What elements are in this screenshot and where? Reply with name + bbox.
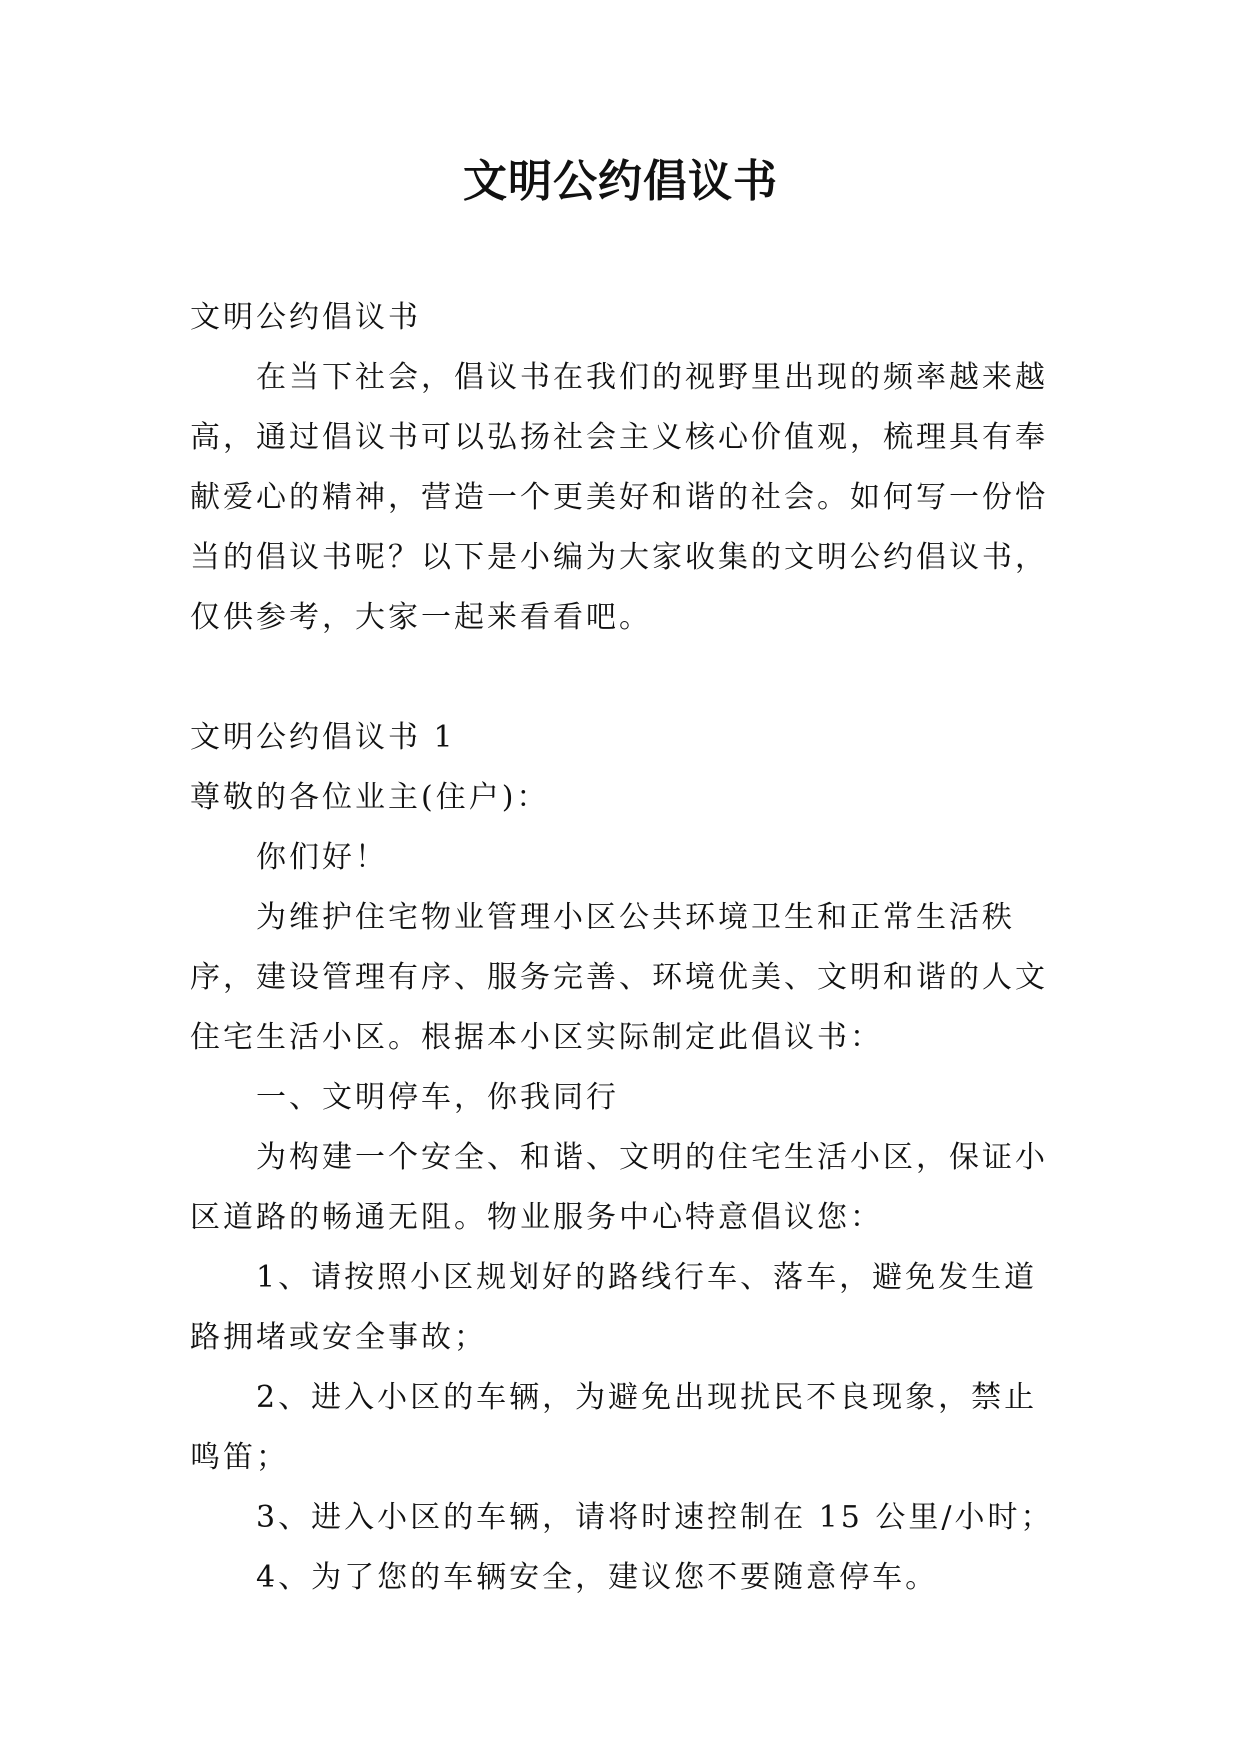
- document-body: [190, 288, 1060, 1608]
- intro-paragraph: 在当下社会，倡议书在我们的视野里出现的频率越来越高，通过倡议书可以弘扬社会主义核心价值观，梳理具有奉献爱心的精神，营造一个更美好和谐的社会。如何写一份恰当的倡议书呢？以下是小编为大家收集的文明公约倡议书，仅供参考，大家一起来看看吧。: [190, 360, 1048, 635]
- list-item: 2、进入小区的车辆，为避免出现扰民不良现象，禁止鸣笛；: [190, 1380, 1038, 1475]
- list-item: 4、为了您的车辆安全，建议您不要随意停车。: [256, 1560, 939, 1595]
- section-title: 文明公约倡议书 1: [190, 720, 456, 755]
- list-item: 3、进入小区的车辆，请将时速控制在 15 公里/小时；: [256, 1500, 1054, 1535]
- document-title: 文明公约倡议书: [463, 156, 778, 207]
- salutation: 尊敬的各位业主(住户)：: [190, 780, 550, 815]
- paragraph: 为维护住宅物业管理小区公共环境卫生和正常生活秩序，建设管理有序、服务完善、环境优美、文明和谐的人文住宅生活小区。根据本小区实际制定此倡议书：: [190, 900, 1048, 1055]
- list-item: 1、请按照小区规划好的路线行车、落车，避免发生道路拥堵或安全事故；: [190, 1260, 1038, 1355]
- point-intro: 为构建一个安全、和谐、文明的住宅生活小区，保证小区道路的畅通无阻。物业服务中心特意倡议您：: [190, 1140, 1048, 1235]
- section-gap: [190, 648, 1060, 708]
- document-heading: 文明公约倡议书: [190, 300, 421, 335]
- greeting: 你们好！: [256, 840, 388, 875]
- point-title: 一、文明停车，你我同行: [256, 1080, 619, 1115]
